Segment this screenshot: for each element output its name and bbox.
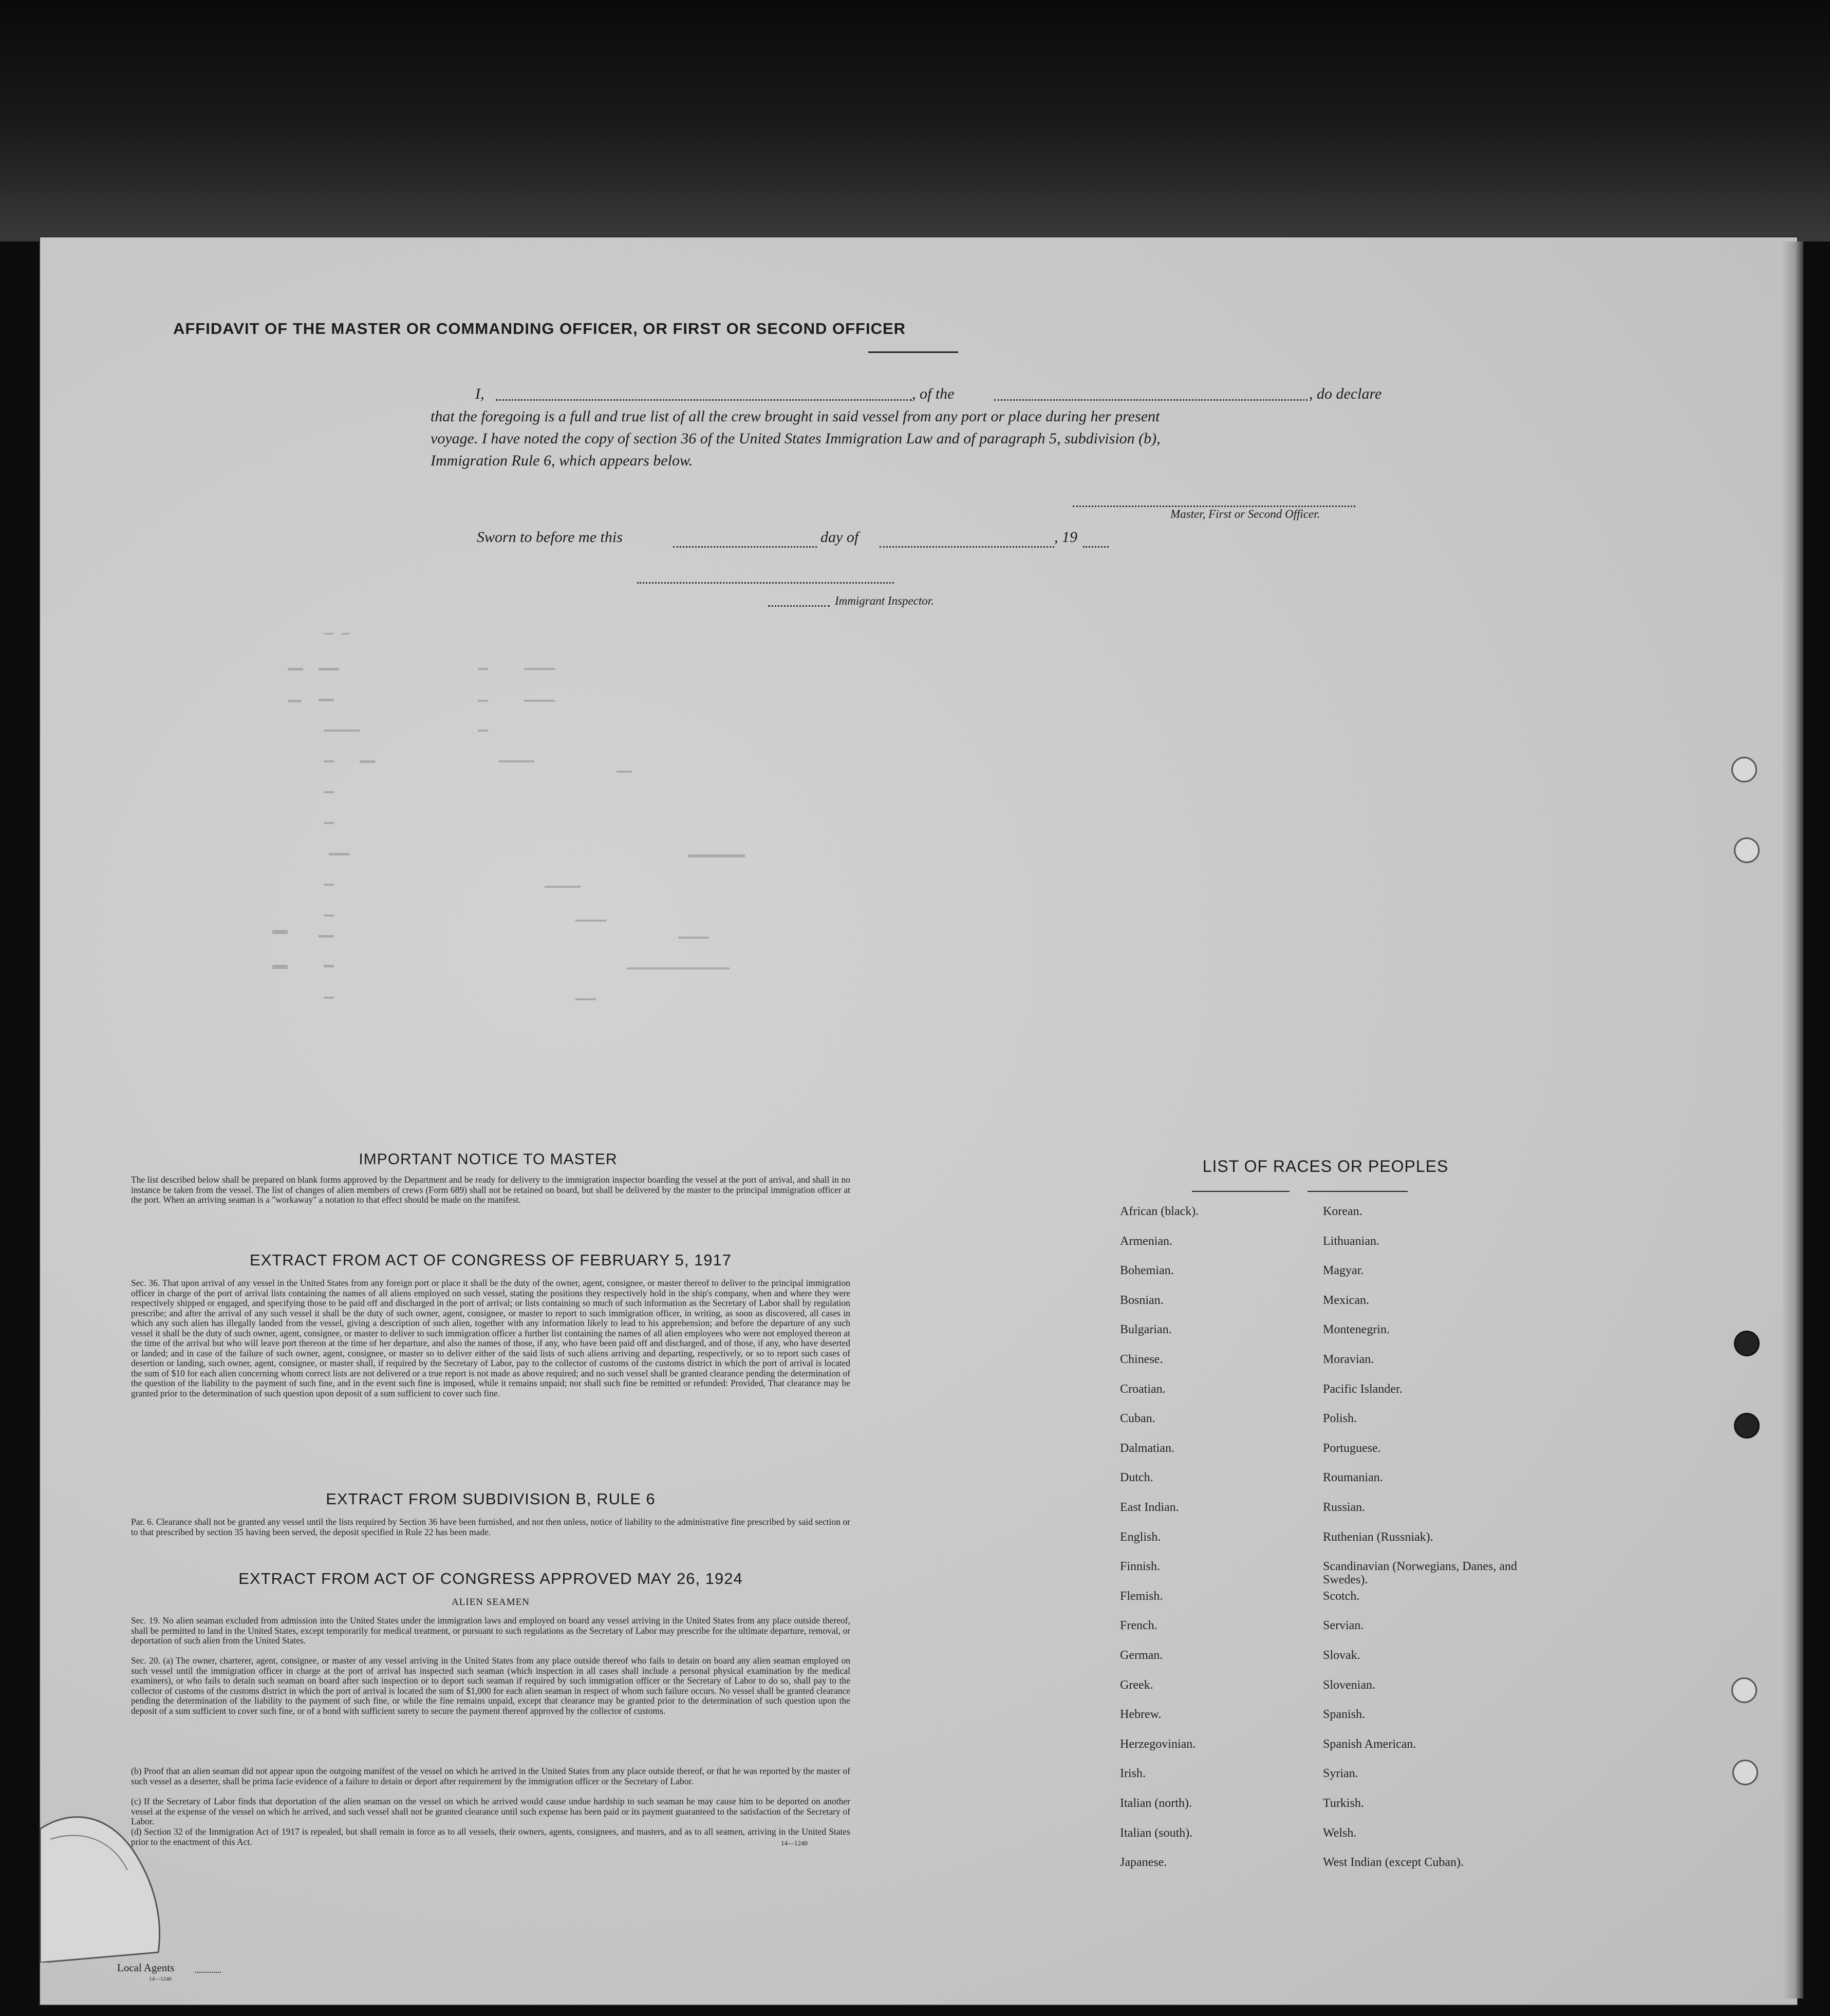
punch-hole-icon xyxy=(1732,1760,1758,1785)
sworn-month-field[interactable] xyxy=(880,546,1054,548)
affidavit-title-rule xyxy=(868,351,958,353)
races-title-rule-left xyxy=(1192,1191,1290,1192)
race-entry: Cuban. xyxy=(1120,1412,1155,1425)
punch-hole-icon xyxy=(1734,1331,1760,1356)
race-entry: West Indian (except Cuban). xyxy=(1323,1856,1464,1869)
race-entry: Slovak. xyxy=(1323,1649,1360,1662)
affidavit-title: AFFIDAVIT OF THE MASTER OR COMMANDING OFFICER, OR FIRST OR SECOND OFFICER xyxy=(173,320,906,338)
race-entry: Ruthenian (Russniak). xyxy=(1323,1530,1433,1544)
footer-form-number: 14—1240 xyxy=(149,1976,172,1982)
race-entry: Bohemian. xyxy=(1120,1264,1174,1277)
race-entry: Italian (north). xyxy=(1120,1797,1192,1810)
vessel-name-field[interactable] xyxy=(994,399,1308,401)
extract-1924-title: EXTRACT FROM ACT OF CONGRESS APPROVED MAY 26, 1924 xyxy=(238,1570,743,1588)
race-entry: Irish. xyxy=(1120,1767,1146,1780)
race-entry: Scotch. xyxy=(1323,1590,1360,1603)
important-notice-text: The list described below shall be prepared on blank forms approved by the Department and be ready for delivery to the immigration inspector boarding the vessel at the port of arrival, and shall in no instance be taken from the vessel. The list of changes of alien members of crews (Form 689) shall not be retained on board, but shall be delivered by the master to the principal immigration officer at the port. When an arriving seaman is a "workaway" a notation to that effect should be made on the manifest. xyxy=(131,1174,850,1205)
extract-1917-text: Sec. 36. That upon arrival of any vessel in the United States from any foreign port or place it shall be the duty of the owner, agent, consignee, or master thereof to deliver to the principal immigration officer in charge of the port of arrival lists containing the names of all aliens employed on such vessel, stating the positions they respectively hold in the ship's company, when and where they were respectively shipped or engaged, and specifying those to be paid off and discharged in the port of arrival; or lists containing so much of such information as the Secretary of Labor shall by regulation prescribe; and after the arrival of any such vessel it shall be the duty of such owner, agent, consignee, or master to report to such immigration officer, in writing, as soon as discovered, all cases in which any such alien has illegally landed from the vessel, giving a description of such alien, together with any information likely to lead to his apprehension; and before the departure of any such vessel it shall be the duty of such owner, agent, consignee, or master to deliver to such immigration officer a further list containing the names of all alien employees who were not employed thereon at the time of the arrival but who will leave port thereon at the time of her departure, and also the names of those, if any, who have been paid off and discharged, and of those, if any, who have deserted or landed; and in case of the failure of such owner, agent, consignee, or master so to deliver either of the said lists of such aliens arriving and departing, respectively, or so to report such cases of desertion or landing, such owner, agent, consignee, or master shall, if required by the Secretary of Labor, pay to the collector of customs of the customs district in which the port of arrival is located the sum of $10 for each alien concerning whom correct lists are not delivered or a true report is not made as above required; and no such vessel shall be granted clearance pending the determination of the question of the liability to the payment of such fine, and in the event such fine is imposed, while it remains unpaid; nor shall such fine be remitted or refunded: Provided, That clearance may be granted prior to the determination of such question upon deposit of a sum sufficient to cover such fine. xyxy=(131,1278,850,1398)
extract-1924-para-5: (d) Section 32 of the Immigration Act of 1917 is repealed, but shall remain in force as to all vessels, their owners, agents, consignees, and masters, and as to all seamen, arriving in the United States prior to the enactment of this Act. xyxy=(131,1826,850,1847)
race-entry: Croatian. xyxy=(1120,1383,1166,1396)
race-entry: Syrian. xyxy=(1323,1767,1358,1780)
race-entry: Roumanian. xyxy=(1323,1471,1383,1484)
race-entry: Chinese. xyxy=(1120,1353,1163,1366)
extract-1924-para-1: Sec. 19. No alien seaman excluded from admission into the United States under the immigration laws and employed on board any vessel arriving in the United States from any place outside thereof, shall be permitted to land in the United States, except temporarily for medical treatment, or pursuant to such regulations as the Secretary of Labor may prescribe for the ultimate departure, removal, or deportation of such alien from the United States. xyxy=(131,1615,850,1646)
race-entry: French. xyxy=(1120,1619,1157,1632)
extract-rule6-title: EXTRACT FROM SUBDIVISION B, RULE 6 xyxy=(326,1490,656,1508)
important-notice-title: IMPORTANT NOTICE TO MASTER xyxy=(359,1151,618,1168)
local-agents-field[interactable] xyxy=(195,1972,221,1973)
signature-caption: Master, First or Second Officer. xyxy=(1170,508,1320,520)
race-entry: Welsh. xyxy=(1323,1826,1357,1840)
race-entry: English. xyxy=(1120,1530,1161,1544)
race-entry: Slovenian. xyxy=(1323,1678,1375,1692)
race-entry: Finnish. xyxy=(1120,1560,1161,1573)
race-entry: Herzegovinian. xyxy=(1120,1738,1196,1751)
affidavit-declare: , do declare xyxy=(1309,385,1382,402)
bleed-through-marks xyxy=(257,591,1130,1156)
race-entry: Russian. xyxy=(1323,1501,1366,1514)
race-entry: Magyar. xyxy=(1323,1264,1364,1277)
punch-hole-icon xyxy=(1734,837,1760,863)
sworn-day-of: day of xyxy=(820,529,859,546)
punch-hole-icon xyxy=(1734,1413,1760,1439)
race-entry: Spanish American. xyxy=(1323,1738,1416,1751)
race-entry: Armenian. xyxy=(1120,1235,1172,1248)
extract-1924-para-4: (c) If the Secretary of Labor finds that deportation of the alien seaman on the vessel on which he arrived would cause undue hardship to such seaman he may cause him to be deported on another vessel at the expense of the vessel on which he arrived, and such vessel shall not be granted clearance until such expense has been paid or its payment guaranteed to the satisfaction of the Secretary of Labor. xyxy=(131,1796,850,1826)
race-entry: Servian. xyxy=(1323,1619,1364,1632)
race-entry: Moravian. xyxy=(1323,1353,1374,1366)
race-entry: Turkish. xyxy=(1323,1797,1364,1810)
master-signature-field[interactable] xyxy=(1073,506,1355,507)
inspector-caption: Immigrant Inspector. xyxy=(835,594,934,607)
curled-corner xyxy=(40,1808,204,1963)
race-entry: Portuguese. xyxy=(1323,1442,1381,1455)
extract-1924-form-number: 14—1240 xyxy=(781,1839,808,1847)
sworn-year-field[interactable] xyxy=(1083,546,1109,548)
affidavit-of-the: , of the xyxy=(912,385,955,402)
race-entry: Flemish. xyxy=(1120,1590,1163,1603)
race-entry: Spanish. xyxy=(1323,1708,1366,1721)
race-entry: Bosnian. xyxy=(1120,1294,1164,1307)
race-entry: Lithuanian. xyxy=(1323,1235,1379,1248)
master-name-field[interactable] xyxy=(496,399,912,401)
affidavit-line-3: voyage. I have noted the copy of section 36 of the United States Immigration Law and of paragraph 5, subdivision (b), xyxy=(431,430,1161,447)
race-entry: East Indian. xyxy=(1120,1501,1179,1514)
races-title-rule-right xyxy=(1308,1191,1408,1192)
extract-rule6-text: Par. 6. Clearance shall not be granted any vessel until the lists required by Section 36 have been furnished, and not then unless, notice of liability to the administrative fine prescribed by said section or to that prescribed by section 35 having been served, the deposit specified in Rule 22 has been made. xyxy=(131,1517,850,1537)
race-entry: Dalmatian. xyxy=(1120,1442,1174,1455)
affidavit-line-4: Immigration Rule 6, which appears below. xyxy=(431,452,693,469)
punch-hole-icon xyxy=(1731,757,1757,782)
races-title: LIST OF RACES OR PEOPLES xyxy=(1202,1157,1449,1175)
punch-hole-icon xyxy=(1731,1677,1757,1703)
race-entry: Japanese. xyxy=(1120,1856,1167,1869)
race-entry: German. xyxy=(1120,1649,1163,1662)
local-agents-label: Local Agents xyxy=(117,1962,175,1974)
race-entry: Pacific Islander. xyxy=(1323,1383,1403,1396)
sworn-day-field[interactable] xyxy=(673,546,817,548)
extract-1924-para-3: (b) Proof that an alien seaman did not appear upon the outgoing manifest of the vessel on which he arrived in the United States from any place outside thereof, or that he was reported by the master of such vessel as a deserter, shall be prima facie evidence of a failure to detain or deport after requirement by the immigration officer or the Secretary of Labor. xyxy=(131,1766,850,1786)
inspector-signature-field[interactable] xyxy=(637,582,894,584)
race-entry: African (black). xyxy=(1120,1205,1199,1218)
race-entry: Bulgarian. xyxy=(1120,1323,1172,1336)
extract-1917-title: EXTRACT FROM ACT OF CONGRESS OF FEBRUARY 5, 1917 xyxy=(249,1251,732,1269)
race-entry: Greek. xyxy=(1120,1678,1153,1692)
race-entry: Hebrew. xyxy=(1120,1708,1162,1721)
race-entry: Italian (south). xyxy=(1120,1826,1193,1840)
affidavit-i: I, xyxy=(475,385,484,402)
race-entry: Scandinavian (Norwegians, Danes, and Swedes). xyxy=(1323,1560,1517,1586)
sheet-right-edge xyxy=(1783,241,1803,1999)
extract-1924-subtitle: ALIEN SEAMEN xyxy=(452,1597,530,1608)
race-entry: Polish. xyxy=(1323,1412,1357,1425)
race-entry: Mexican. xyxy=(1323,1294,1369,1307)
race-entry: Montenegrin. xyxy=(1323,1323,1390,1336)
race-entry: Dutch. xyxy=(1120,1471,1153,1484)
sworn-year-prefix: , 19 xyxy=(1054,529,1077,546)
sworn-prefix: Sworn to before me this xyxy=(477,529,623,546)
extract-1924-para-2: Sec. 20. (a) The owner, charterer, agent, consignee, or master of any vessel arriving in the United States from any place outside thereof who fails to detain on board any alien seaman employed on such vessel until the immigration officer in charge at the port of arrival has inspected such seaman (which inspection in all cases shall include a personal physical examination by the medical examiners), or who fails to detain such seaman on board after such inspection or to deport such seaman if required by such immigration officer or the Secretary of Labor to do so, shall pay to the collector of customs of the customs district in which the port of arrival is located the sum of $1,000 for each alien seaman in respect of whom such failure occurs. No vessel shall be granted clearance pending the determination of the liability to the payment of such fine, or while the fine remains unpaid, except that clearance may be granted prior to the determination of such question upon the deposit of a sum sufficient to cover such fine, or of a bond with sufficient surety to secure the payment thereof approved by the collector of customs. xyxy=(131,1655,850,1716)
scanner-background-top xyxy=(0,0,1830,241)
race-entry: Korean. xyxy=(1323,1205,1362,1218)
affidavit-line-2: that the foregoing is a full and true list of all the crew brought in said vessel from any port or place during her present xyxy=(431,408,1160,425)
